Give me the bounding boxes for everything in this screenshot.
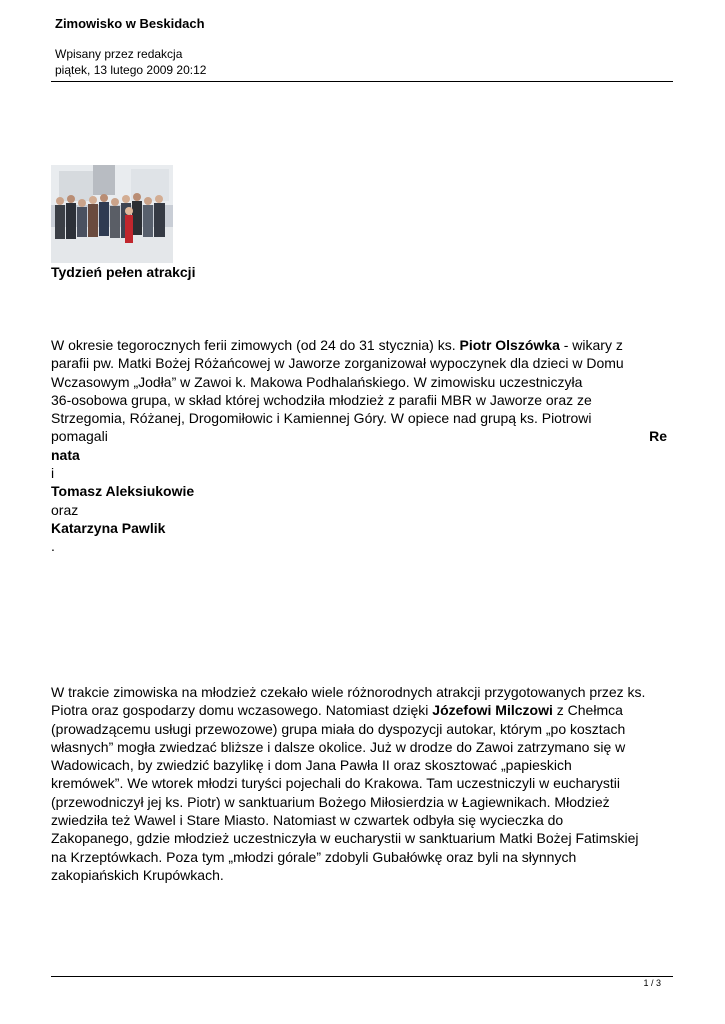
- article-title: Zimowisko w Beskidach: [55, 16, 205, 31]
- page-number: 1 / 3: [643, 978, 661, 988]
- footer-divider: [51, 976, 673, 977]
- text-line: zwiedziła też Wawel i Stare Miasto. Natomiast w czwartek odbyła się wycieczka do: [51, 812, 564, 829]
- text-line: Wczasowym „Jodła” w Zawoi k. Makowa Podhalańskiego. W zimowisku uczestniczyła: [51, 373, 583, 390]
- section-heading: Tydzień pełen atrakcji: [51, 264, 196, 280]
- text-line: [51, 701, 673, 719]
- text-line: na Krzeptówkach. Poza tym „młodzi górale” zdobyli Gubałówkę oraz byli na słynnych: [51, 848, 577, 865]
- text-line: Wadowicach, by zwiedzić bazylikę i dom Jana Pawła II oraz skosztować „papieskich: [51, 757, 572, 774]
- text-line: [51, 336, 673, 354]
- text-line: Zakopanego, gdzie młodzież uczestniczyła w eucharystii w sanktuarium Matki Bożej Fatimskiej: [51, 830, 639, 847]
- text-run: z Chełmca: [552, 702, 623, 719]
- text-line: zakopiańskich Krupówkach.: [51, 866, 224, 883]
- paragraph-intro: [51, 336, 673, 556]
- text-line: kremówek”. We wtorek młodzi turyści pojechali do Krakowa. Tam uczestniczyli w eucharystii: [51, 775, 621, 792]
- paragraph-attractions: [51, 683, 673, 884]
- text-line: i: [51, 465, 55, 482]
- group-photo-icon: [51, 165, 173, 263]
- text-line: parafii pw. Matki Bożej Różańcowej w Jaworze zorganizował wypoczynek dla dzieci w Domu: [51, 355, 624, 372]
- text-line: W trakcie zimowiska na młodzież czekało wiele różnorodnych atrakcji przygotowanych przez ks.: [51, 684, 646, 700]
- text-line: oraz: [51, 501, 79, 518]
- text-line: 36-osobowa grupa, w skład której wchodziła młodzież z parafii MBR w Jaworze oraz ze: [51, 391, 592, 408]
- text-run: - wikary z: [559, 337, 623, 353]
- text-run: Piotra oraz gospodarzy domu wczasowego. Natomiast dzięki: [51, 702, 433, 719]
- person-name: Józefowi Milczowi: [432, 702, 553, 719]
- text-run: pomagali: [51, 428, 108, 445]
- person-name: Re: [649, 428, 667, 445]
- text-line: (przewodniczył jej ks. Piotr) w sanktuarium Bożego Miłosierdzia w Łagiewnikach. Młodzież: [51, 793, 610, 810]
- text-line: własnych” mogła zwiedzać bliższe i dalsze okolice. Już w drodze do Zawoi zatrzymano się w: [51, 738, 626, 755]
- person-name: Tomasz Aleksiukowie: [51, 483, 195, 500]
- person-name: nata: [51, 446, 80, 463]
- person-name: Katarzyna Pawlik: [51, 519, 166, 536]
- text-line: [51, 427, 667, 445]
- date-line: piątek, 13 lutego 2009 20:12: [55, 63, 207, 77]
- article-meta: [55, 46, 206, 78]
- author-line: Wpisany przez redakcja: [55, 47, 183, 61]
- person-name: Piotr Olszówka: [459, 337, 560, 353]
- text-line: Strzegomia, Różanej, Drogomiłowic i Kamiennej Góry. W opiece nad grupą ks. Piotrowi: [51, 410, 592, 427]
- text-line: (prowadzącemu usługi przewozowe) grupa miała do dyspozycji autokar, którym „po kosztach: [51, 720, 626, 737]
- text-run: W okresie tegorocznych ferii zimowych (od 24 do 31 stycznia) ks.: [51, 337, 460, 353]
- text-line: .: [51, 538, 55, 555]
- header-divider: [51, 81, 673, 82]
